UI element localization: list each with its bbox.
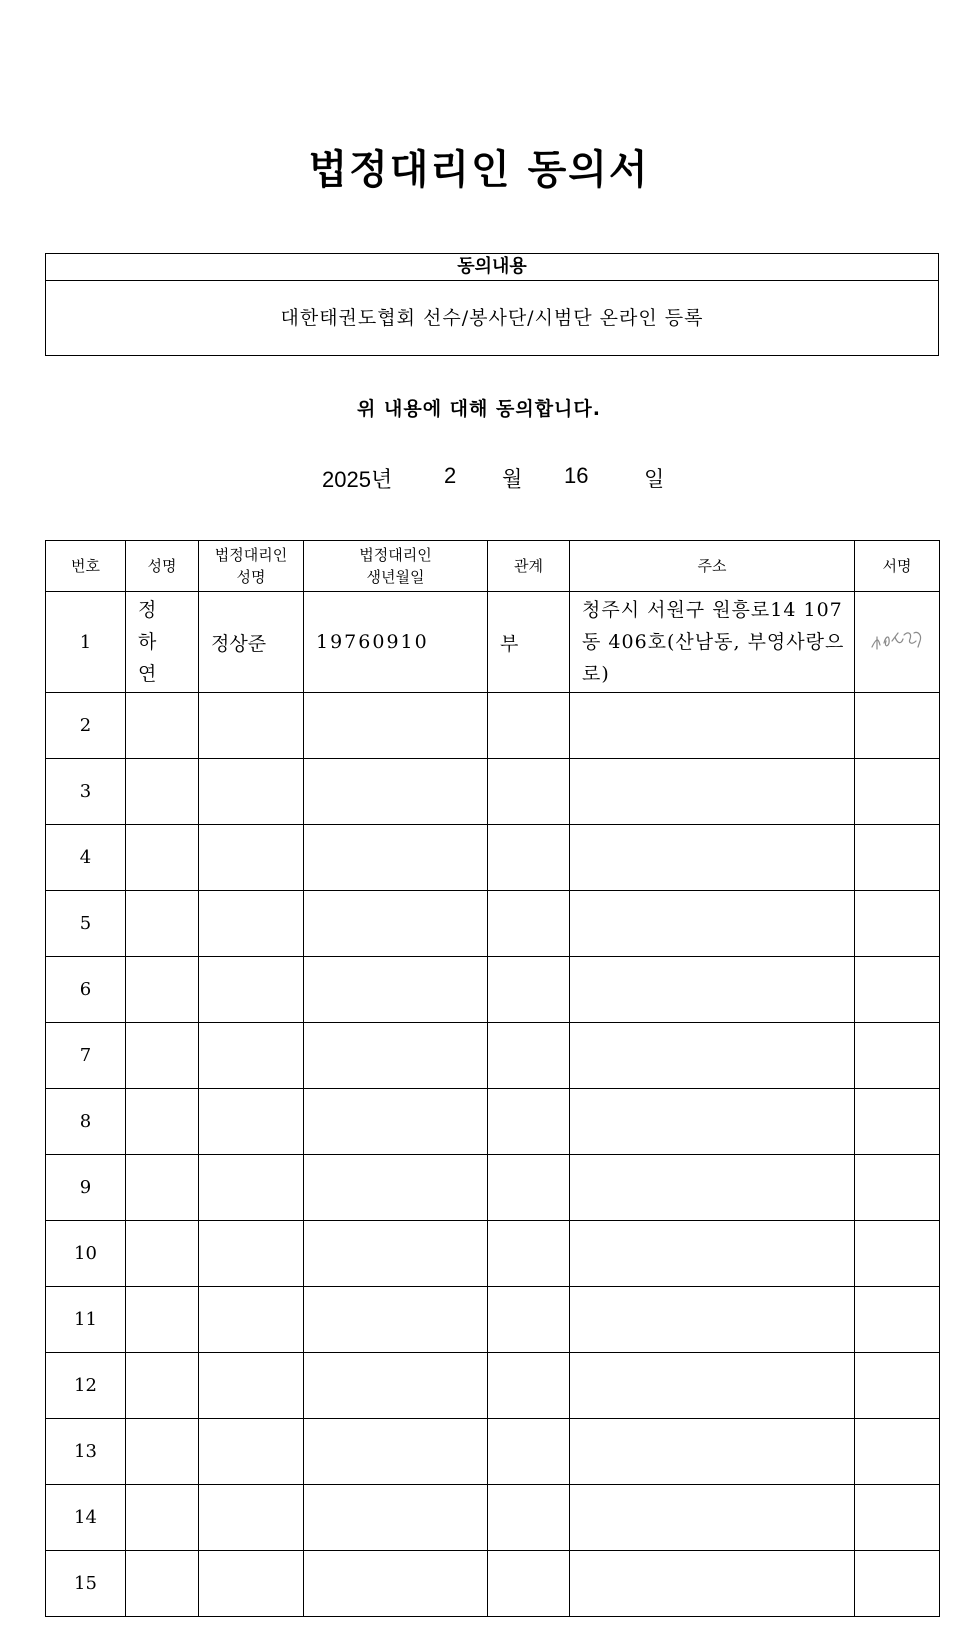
cell-signature — [855, 1353, 940, 1419]
cell-rep-birth — [304, 759, 488, 825]
header-rep-birth-text: 법정대리인 생년월일 — [359, 546, 432, 586]
cell-address — [570, 1287, 855, 1353]
date-month: 2 — [444, 463, 457, 488]
cell-rep-birth: 19760910 — [304, 592, 488, 693]
header-name: 성명 — [126, 541, 199, 592]
table-row — [46, 1221, 940, 1287]
date-row — [0, 463, 958, 493]
cell-address — [570, 891, 855, 957]
date-day-unit: 일 — [644, 467, 665, 491]
cell-relation — [488, 693, 570, 759]
cell-rep-name — [199, 1023, 304, 1089]
table-row — [46, 1353, 940, 1419]
cell-address — [570, 1023, 855, 1089]
cell-name — [126, 1353, 199, 1419]
cell-address — [570, 693, 855, 759]
cell-no: 3 — [46, 759, 126, 825]
cell-signature — [855, 825, 940, 891]
cell-name — [126, 957, 199, 1023]
table-row — [46, 693, 940, 759]
table-row — [46, 759, 940, 825]
cell-relation — [488, 1485, 570, 1551]
cell-name — [126, 1419, 199, 1485]
cell-name: 정 하 연 — [126, 592, 199, 693]
cell-rep-name — [199, 759, 304, 825]
cell-rep-name — [199, 1419, 304, 1485]
table-row — [46, 1287, 940, 1353]
cell-no: 8 — [46, 1089, 126, 1155]
cell-signature — [855, 957, 940, 1023]
registration-table — [45, 540, 940, 1617]
date-year: 2025년 — [322, 467, 393, 492]
consent-content: 대한태권도협회 선수/봉사단/시범단 온라인 등록 — [280, 307, 704, 329]
cell-no: 2 — [46, 693, 126, 759]
cell-rep-birth — [304, 891, 488, 957]
cell-rep-birth — [304, 1155, 488, 1221]
cell-no: 15 — [46, 1551, 126, 1617]
cell-name — [126, 1023, 199, 1089]
cell-name — [126, 1155, 199, 1221]
cell-rep-birth — [304, 1551, 488, 1617]
cell-rep-name — [199, 1551, 304, 1617]
cell-address — [570, 1353, 855, 1419]
cell-signature — [855, 1551, 940, 1617]
cell-name — [126, 825, 199, 891]
cell-rep-birth — [304, 693, 488, 759]
table-row — [46, 1551, 940, 1617]
cell-rep-name — [199, 693, 304, 759]
cell-signature — [855, 1155, 940, 1221]
header-relation: 관계 — [488, 541, 570, 592]
table-row — [46, 1023, 940, 1089]
cell-name — [126, 1221, 199, 1287]
consent-content-box — [45, 253, 939, 356]
cell-address — [570, 957, 855, 1023]
cell-relation — [488, 759, 570, 825]
cell-name — [126, 1089, 199, 1155]
cell-address — [570, 1155, 855, 1221]
cell-relation — [488, 1353, 570, 1419]
cell-relation — [488, 957, 570, 1023]
cell-rep-birth — [304, 1089, 488, 1155]
cell-rep-birth — [304, 1221, 488, 1287]
cell-rep-birth — [304, 825, 488, 891]
cell-signature — [855, 1287, 940, 1353]
cell-signature — [855, 1023, 940, 1089]
table-row — [46, 891, 940, 957]
table-row — [46, 1419, 940, 1485]
consent-heading: 동의내용 — [46, 254, 938, 281]
cell-relation — [488, 1155, 570, 1221]
cell-rep-birth — [304, 957, 488, 1023]
cell-address — [570, 1419, 855, 1485]
table-row — [46, 957, 940, 1023]
cell-rep-birth — [304, 1485, 488, 1551]
cell-rep-name — [199, 1221, 304, 1287]
cell-address — [570, 825, 855, 891]
cell-name — [126, 693, 199, 759]
page-title: 법정대리인 동의서 — [308, 147, 650, 193]
header-signature: 서명 — [855, 541, 940, 592]
cell-no: 1 — [46, 592, 126, 693]
agreement-statement: 위 내용에 대해 동의합니다. — [357, 398, 601, 420]
table-row — [46, 1485, 940, 1551]
cell-address — [570, 1551, 855, 1617]
cell-signature — [855, 1221, 940, 1287]
cell-relation — [488, 1221, 570, 1287]
cell-no: 4 — [46, 825, 126, 891]
table-row — [46, 825, 940, 891]
cell-relation — [488, 825, 570, 891]
cell-no: 12 — [46, 1353, 126, 1419]
cell-name — [126, 1287, 199, 1353]
cell-no: 10 — [46, 1221, 126, 1287]
cell-rep-name — [199, 1287, 304, 1353]
cell-no: 5 — [46, 891, 126, 957]
cell-relation — [488, 891, 570, 957]
header-address: 주소 — [570, 541, 855, 592]
cell-relation — [488, 1551, 570, 1617]
cell-signature — [855, 759, 940, 825]
cell-address — [570, 1089, 855, 1155]
cell-no: 14 — [46, 1485, 126, 1551]
cell-rep-name — [199, 1485, 304, 1551]
cell-name — [126, 759, 199, 825]
cell-rep-name — [199, 1089, 304, 1155]
cell-rep-name — [199, 1155, 304, 1221]
cell-address: 청주시 서원구 원흥로14 107동 406호(산남동, 부영사랑으로) — [570, 592, 855, 693]
cell-rep-name — [199, 825, 304, 891]
cell-rep-name — [199, 957, 304, 1023]
cell-name — [126, 1551, 199, 1617]
table-row — [46, 592, 940, 693]
cell-rep-birth — [304, 1287, 488, 1353]
table-row — [46, 1089, 940, 1155]
cell-signature — [855, 1419, 940, 1485]
handwritten-signature — [868, 625, 926, 655]
cell-address — [570, 1221, 855, 1287]
cell-no: 13 — [46, 1419, 126, 1485]
header-rep-birth — [304, 541, 488, 592]
cell-relation — [488, 1419, 570, 1485]
date-day: 16 — [564, 463, 589, 488]
cell-no: 9 — [46, 1155, 126, 1221]
table-header-row — [46, 541, 940, 592]
cell-signature — [855, 1485, 940, 1551]
cell-relation — [488, 1089, 570, 1155]
table-row — [46, 1155, 940, 1221]
cell-rep-name — [199, 1353, 304, 1419]
table-body — [46, 592, 940, 1617]
cell-no: 6 — [46, 957, 126, 1023]
cell-rep-birth — [304, 1353, 488, 1419]
cell-relation: 부 — [488, 592, 570, 693]
header-no: 번호 — [46, 541, 126, 592]
cell-address — [570, 759, 855, 825]
cell-no: 11 — [46, 1287, 126, 1353]
header-rep-name — [199, 541, 304, 592]
cell-signature — [855, 693, 940, 759]
cell-signature — [855, 891, 940, 957]
cell-rep-birth — [304, 1419, 488, 1485]
cell-rep-name — [199, 891, 304, 957]
cell-rep-name: 정상준 — [199, 592, 304, 693]
cell-signature — [855, 1089, 940, 1155]
cell-rep-birth — [304, 1023, 488, 1089]
cell-relation — [488, 1023, 570, 1089]
cell-name — [126, 1485, 199, 1551]
cell-relation — [488, 1287, 570, 1353]
cell-name — [126, 891, 199, 957]
cell-signature — [855, 592, 940, 693]
header-rep-name-text: 법정대리인 성명 — [214, 546, 288, 586]
date-month-unit: 월 — [502, 467, 523, 491]
cell-address — [570, 1485, 855, 1551]
cell-no: 7 — [46, 1023, 126, 1089]
